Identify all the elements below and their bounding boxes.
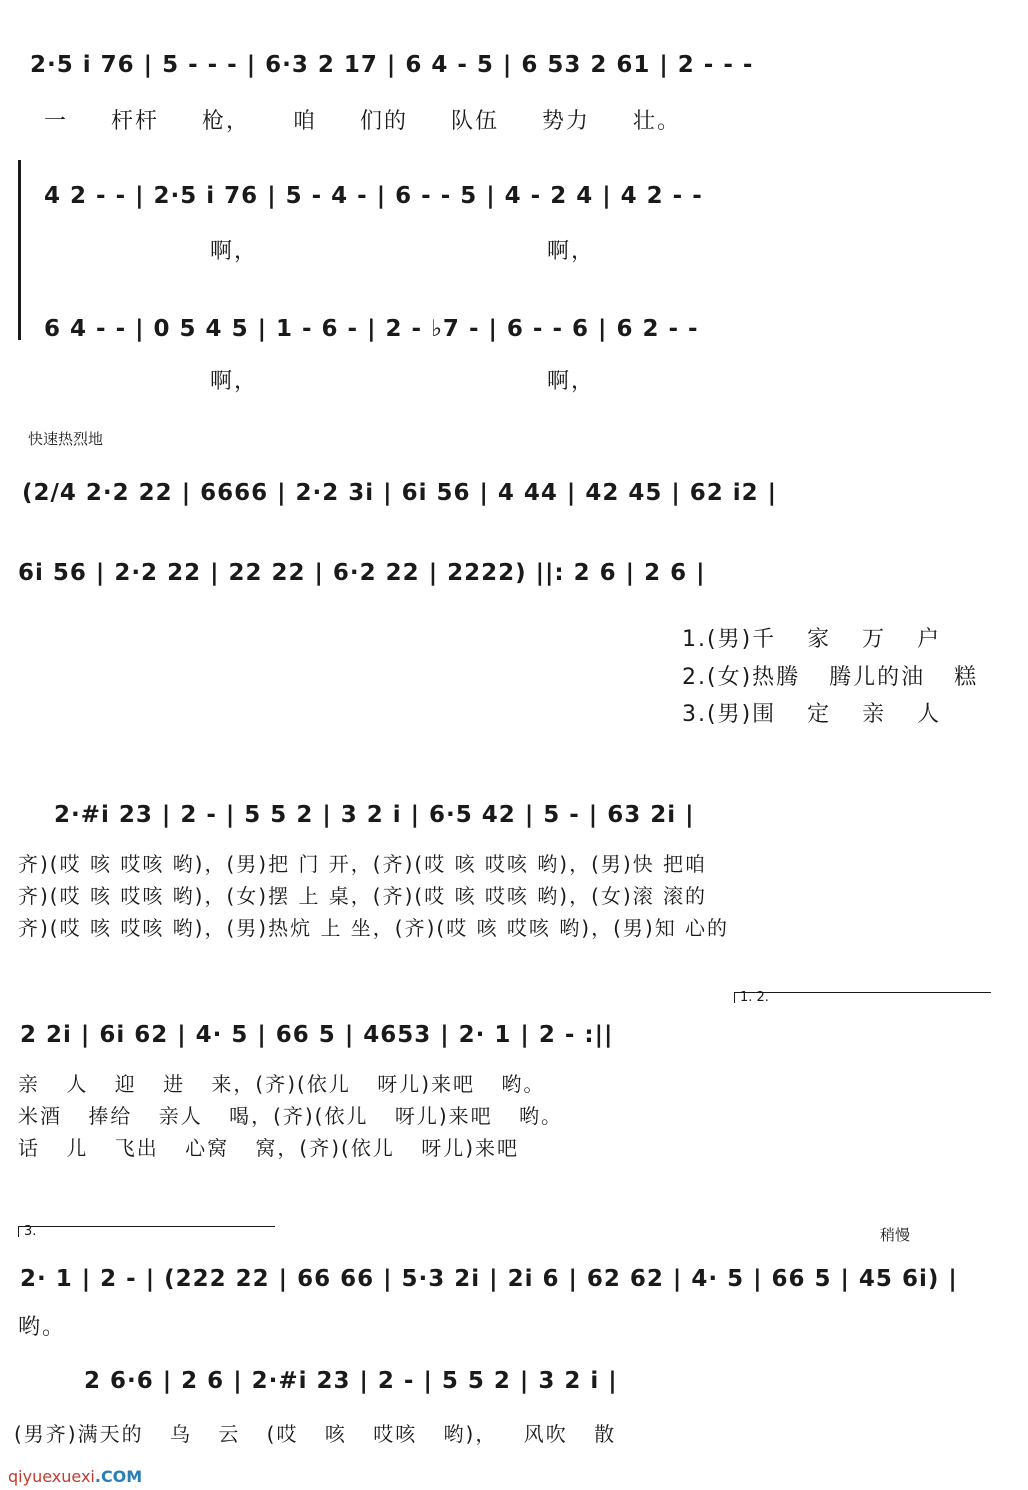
instrumental-line-1: (2/4 2·2 22 | 6666 | 2·2 3i | 6i 56 | 4 44 | 42 45 | 62 i2 | (22, 480, 778, 506)
staff-2-lyrics: 啊， 啊， (210, 239, 595, 264)
chorus-1-lyric-3: 齐)(哎 咳 哎咳 哟)，(男)热炕 上 坐，(齐)(哎 咳 哎咳 哟)，(男)知 心的 (18, 916, 730, 940)
system-1-bracket (18, 160, 21, 340)
volta-3 (18, 1226, 275, 1237)
tempo-slower: 稍慢 (880, 1226, 911, 1244)
chorus-2-lyric-3: 话 儿 飞出 心窝 窝，(齐)(依儿 呀儿)来吧 (18, 1136, 519, 1160)
staff-3-notes: 6 4 - - | 0 5 4 5 | 1 - 6 - | 2 - ♭7 - | 6 - - 6 | 6 2 - - (44, 316, 699, 342)
chorus-2-lyric-2: 米酒 捧给 亲人 喝，(齐)(依儿 呀儿)来吧 哟。 (18, 1104, 563, 1128)
ending-lyric: 哟。 (18, 1315, 67, 1340)
watermark-logo (8, 1467, 142, 1486)
tempo-marking: 快速热烈地 (28, 430, 104, 448)
chorus-2-notes: 2 2i | 6i 62 | 4· 5 | 66 5 | 4653 | 2· 1 | 2 - :|| (20, 1022, 614, 1048)
volta-1-2-label: 1. 2. (740, 990, 769, 1005)
staff-1-notes: 2·5 i 76 | 5 - - - | 6·3 2 17 | 6 4 - 5 | 6 53 2 61 | 2 - - - (30, 52, 754, 78)
watermark-left: qiyuexuexi (8, 1467, 95, 1486)
volta-1-2 (734, 992, 991, 1003)
chorus-2-lyric-1: 亲 人 迎 进 来，(齐)(依儿 呀儿)来吧 哟。 (18, 1072, 546, 1096)
staff-1-lyrics: 一 杆杆 枪， 咱 们的 队伍 势力 壮。 (44, 109, 681, 134)
staff-3-lyrics: 啊， 啊， (210, 369, 595, 394)
last-notes: 2 6·6 | 2 6 | 2·#i 23 | 2 - | 5 5 2 | 3 2 i | (84, 1368, 618, 1394)
verse-intro-2: 2.(女)热腾 腾儿的油 糕 (682, 665, 979, 690)
watermark-right: .COM (94, 1467, 143, 1486)
chorus-1-notes: 2·#i 23 | 2 - | 5 5 2 | 3 2 i | 6·5 42 | 5 - | 63 2i | (54, 802, 695, 828)
chorus-1-lyric-2: 齐)(哎 咳 哎咳 哟)，(女)摆 上 桌，(齐)(哎 咳 哎咳 哟)，(女)滚 滚的 (18, 884, 708, 908)
verse-intro-3: 3.(男)围 定 亲 人 (682, 702, 942, 727)
ending-notes: 2· 1 | 2 - | (222 22 | 66 66 | 5·3 2i | 2i 6 | 62 62 | 4· 5 | 66 5 | 45 6i) | (20, 1266, 958, 1292)
verse-intro-1: 1.(男)千 家 万 户 (682, 627, 942, 652)
staff-2-notes: 4 2 - - | 2·5 i 76 | 5 - 4 - | 6 - - 5 | 4 - 2 4 | 4 2 - - (44, 183, 703, 209)
last-lyric: (男齐)满天的 乌 云 (哎 咳 哎咳 哟)， 风吹 散 (14, 1422, 617, 1446)
volta-3-label: 3. (24, 1224, 37, 1239)
instrumental-line-2: 6i 56 | 2·2 22 | 22 22 | 6·2 22 | 2222) ||: 2 6 | 2 6 | (18, 560, 706, 586)
chorus-1-lyric-1: 齐)(哎 咳 哎咳 哟)，(男)把 门 开，(齐)(哎 咳 哎咳 哟)，(男)快 把咱 (18, 852, 708, 876)
